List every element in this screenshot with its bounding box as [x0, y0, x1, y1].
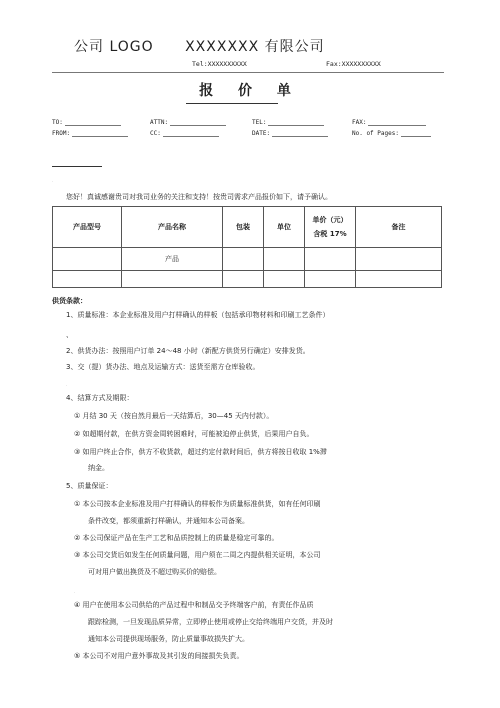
table-cell — [356, 248, 442, 271]
tax-label: 含税 17% — [313, 230, 347, 238]
table-cell — [223, 248, 264, 271]
term-line: 1、质量标准：本企业标准及用户打样确认的样板（包括承印物材料和印刷工艺条件） — [66, 311, 330, 319]
company-header — [74, 36, 325, 56]
blank-marker: . — [52, 178, 54, 183]
term-line: 跟踪检测，一旦发现品质异常，立即停止使用或停止交给终端用户交货，并及时 — [88, 618, 333, 626]
term-line: 通知本公司提供现场服务，防止质量事故损失扩大。 — [88, 635, 249, 643]
company-tel: Tel:XXXXXXXXXX — [192, 60, 247, 68]
col-header-model: 产品型号 — [53, 207, 122, 248]
field-attn: ATTN: — [150, 118, 226, 126]
field-tel: TEL: — [252, 118, 324, 126]
blank-marker: . — [66, 382, 68, 387]
term-line: 、 — [66, 331, 73, 339]
term-line: ③ 本公司交货后如发生任何质量问题，用户须在二周之内提供相关证明，本公司 — [74, 551, 321, 559]
table-row — [53, 271, 442, 288]
term-line: ③ 如用户终止合作，供方不收货款，超过约定付款时间后，供方将按日收取 1%滞 — [74, 448, 327, 456]
field-pages: No. of Pages: — [352, 129, 431, 137]
term-line: ④ 用户在使用本公司供给的产品过程中和制品交予终端客户前，有责任作品质 — [74, 601, 314, 609]
table-cell — [122, 271, 223, 288]
header-divider — [52, 72, 444, 73]
col-header-price — [305, 207, 356, 248]
price-label: 单价（元） — [312, 216, 348, 224]
term-line: 4、结算方式及期限： — [66, 394, 134, 402]
table-cell — [264, 248, 305, 271]
greeting-text: 您好！真诚感谢贵司对我司业务的关注和支持！按贵司需求产品报价如下，请予确认。 — [66, 193, 332, 201]
col-header-name: 产品名称 — [122, 207, 223, 248]
table-row — [53, 248, 442, 271]
term-line: 条件改变，都须重新打样确认，并通知本公司备案。 — [88, 517, 249, 525]
signature-line — [52, 166, 102, 167]
term-line: ① 月结 30 天（按自然月最后一天结算后，30—45 天内付款）。 — [74, 412, 274, 420]
term-line: ① 本公司按本企业标准及用户打样确认的样板作为质量标准供货，如有任何印刷 — [74, 500, 321, 508]
company-name: XXXXXXX 有限公司 — [185, 39, 325, 55]
col-header-package: 包装 — [223, 207, 264, 248]
table-cell — [264, 271, 305, 288]
table-cell — [305, 271, 356, 288]
field-date: DATE: — [252, 129, 328, 137]
term-line: ② 本公司保证产品在生产工艺和品质控制上的质量是稳定可靠的。 — [74, 534, 279, 542]
title-underline — [186, 103, 278, 104]
term-line: 2、供货办法：按照用户订单 24～48 小时（新配方供货另行确定）安排发货。 — [66, 347, 310, 355]
term-line: 3、交（提）货办法、地点及运输方式：送货至需方仓库验收。 — [66, 363, 260, 371]
table-cell — [53, 271, 122, 288]
table-cell — [223, 271, 264, 288]
terms-title: 供货条款： — [52, 297, 87, 305]
term-line: 可对用户做出换货及不超过购买价的赔偿。 — [88, 568, 221, 576]
term-line: ⑤ 本公司不对用户意外事故及其引发的间接损失负责。 — [74, 652, 244, 660]
term-line: 5、质量保证： — [66, 482, 113, 490]
document-title: 报 价 单 — [199, 83, 301, 99]
term-line: 纳金。 — [88, 464, 109, 472]
field-from: FROM: — [52, 129, 128, 137]
field-to: TO: — [52, 118, 121, 126]
company-logo: 公司 LOGO — [74, 39, 154, 55]
table-cell: 产品 — [122, 248, 223, 271]
table-cell — [356, 271, 442, 288]
table-cell — [305, 248, 356, 271]
quote-table — [52, 206, 442, 288]
company-fax: Fax:XXXXXXXXXX — [326, 60, 381, 68]
term-line: ② 如超期付款，在供方资金周转困难时，可能被迫停止供货，后果用户自负。 — [74, 430, 314, 438]
field-cc: CC: — [150, 129, 219, 137]
col-header-unit: 单位 — [264, 207, 305, 248]
blank-marker: . — [74, 589, 76, 594]
field-fax: FAX: — [352, 118, 426, 126]
col-header-remark: 备注 — [356, 207, 442, 248]
table-cell — [53, 248, 122, 271]
